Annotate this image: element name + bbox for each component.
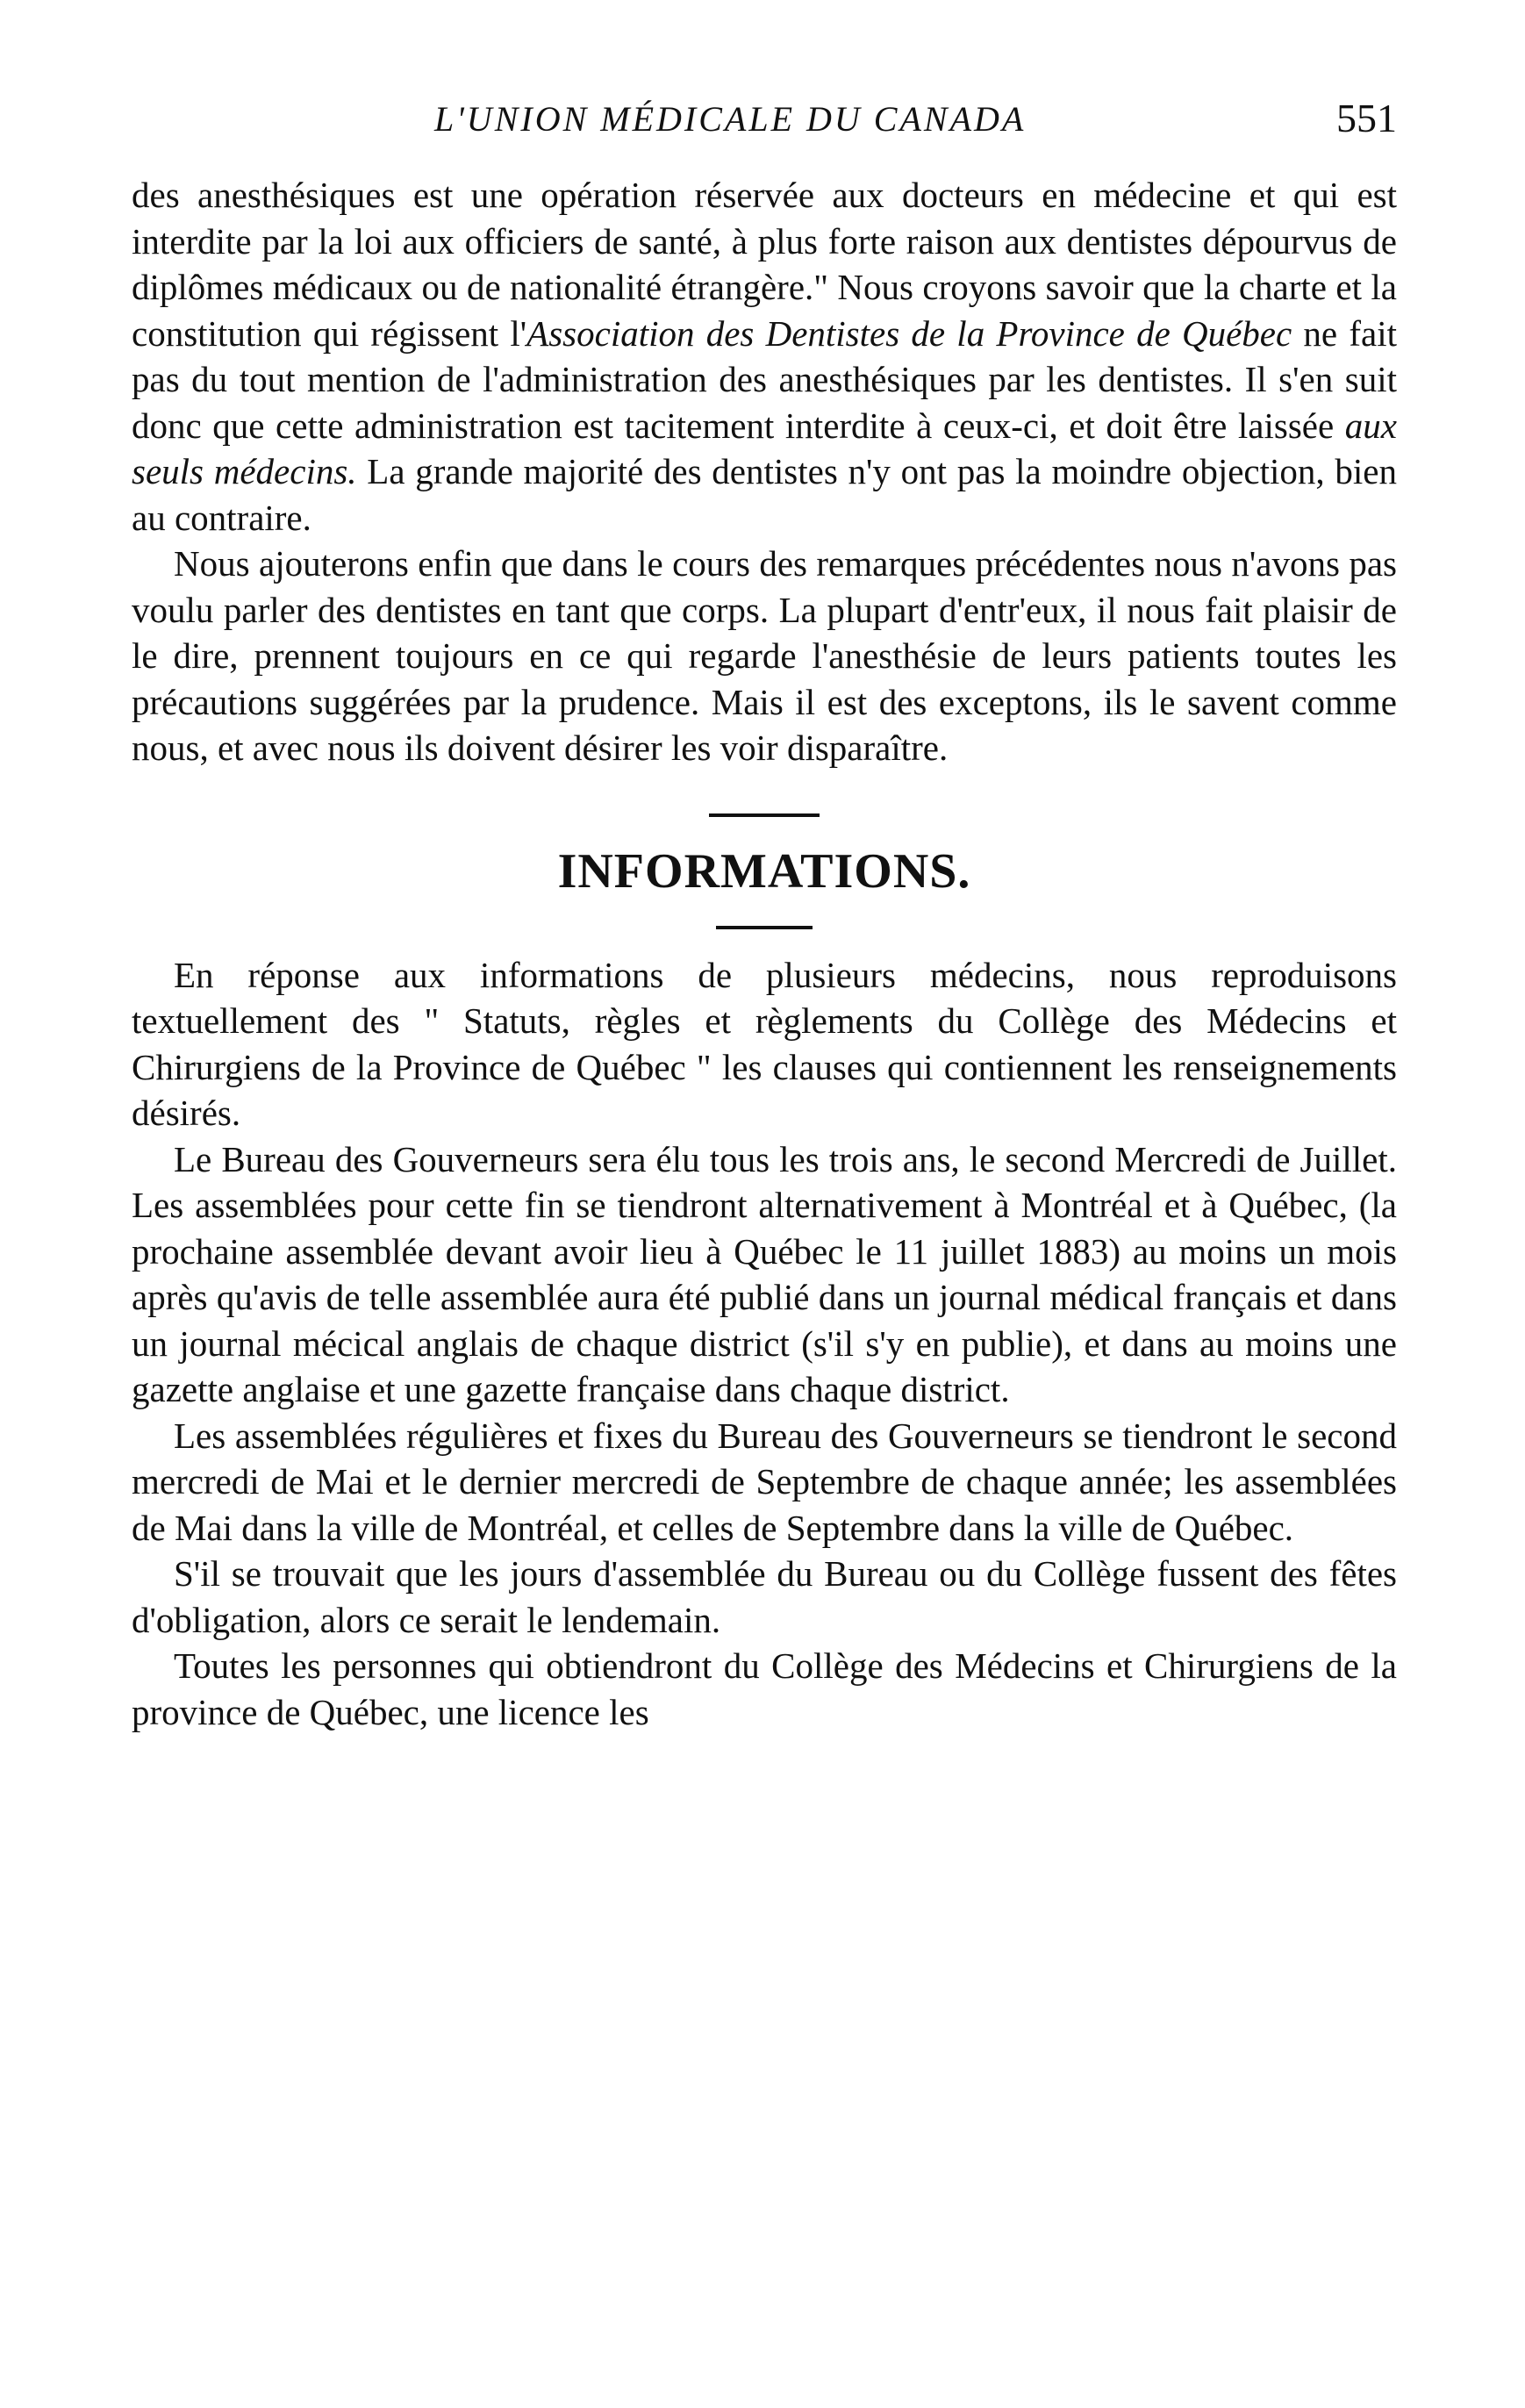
running-head <box>132 98 1397 151</box>
paragraph: Nous ajouterons enfin que dans le cours des remarques précédentes nous n'avons pas voulu parler des dentistes en tant que corps. La plupart d'entr'eux, il nous fait plaisir de le dire, prennent toujours en ce qui regarde l'anesthésie de leurs patients toutes les précautions suggérées par la prudence. Mais il est des exceptons, ils le savent comme nous, et avec nous ils doivent désirer les voir disparaître. <box>132 543 1397 768</box>
paragraph: Le Bureau des Gouverneurs sera élu tous les trois ans, le second Mercredi de Juillet. Les assemblées pour cette fin se tiendront alternativement à Montréal et à Québec, (la prochaine assemblée devant avoir lieu à Québec le 11 juillet 1883) au moins un mois après qu'avis de telle assemblée aura été publié dans un journal médical français et dans un journal mécical anglais de chaque district (s'il s'y en publie), et dans au moins une gazette anglaise et une gazette française dans chaque district. <box>132 1138 1397 1409</box>
paragraph-continued <box>132 172 1397 541</box>
paragraph: Toutes les personnes qui obtiendront du Collège des Médecins et Chirurgiens de la province de Québec, une licence les <box>132 1645 1397 1732</box>
paragraph-text: des anesthésiques est une opération réservée aux docteurs en médecine et qui est interdite par la loi aux officiers de santé, à plus forte raison aux dentistes dépourvus de diplômes médicaux ou de nationalité étrangère." Nous croyons savoir que la charte et la constitution qui régissent l' <box>132 175 1397 354</box>
document-page <box>132 0 1397 2408</box>
article-body <box>132 172 1397 1735</box>
section-divider-top <box>709 813 820 817</box>
paragraph-text: ne fait pas du tout mention de l'administration des anesthésiques par les dentistes. Il s'en suit donc que cette administration est tacitement interdite à ceux-ci, et doit être laissée <box>132 312 1397 446</box>
paragraph: Les assemblées régulières et fixes du Bureau des Gouverneurs se tiendront le second mercredi de Mai et le dernier mercredi de Septembre de chaque année; les assemblées de Mai dans la ville de Montréal, et celles de Septembre dans la ville de Québec. <box>132 1415 1397 1548</box>
association-name: Association des Dentistes de la Province de Québec <box>526 312 1292 354</box>
paragraph: S'il se trouvait que les jours d'assemblée du Bureau ou du Collège fussent des fêtes d'obligation, alors ce serait le lendemain. <box>132 1553 1397 1640</box>
section-divider-bottom <box>716 926 813 929</box>
page-number: 551 <box>1336 96 1397 140</box>
running-title: L'UNION MÉDICALE DU CANADA <box>434 99 1027 139</box>
emphasis-text: aux seuls médecins. <box>132 405 1397 491</box>
section-title: INFORMATIONS. <box>557 843 971 899</box>
paragraph: En réponse aux informations de plusieurs médecins, nous reproduisons textuellement des " Statuts, règles et règlements du Collège des Médecins et Chirurgiens de la Province de Québec " les clauses qui contiennent les renseignements désirés. <box>132 954 1397 1133</box>
paragraph-text: La grande majorité des dentistes n'y ont pas la moindre objection, bien au contraire. <box>132 451 1397 538</box>
